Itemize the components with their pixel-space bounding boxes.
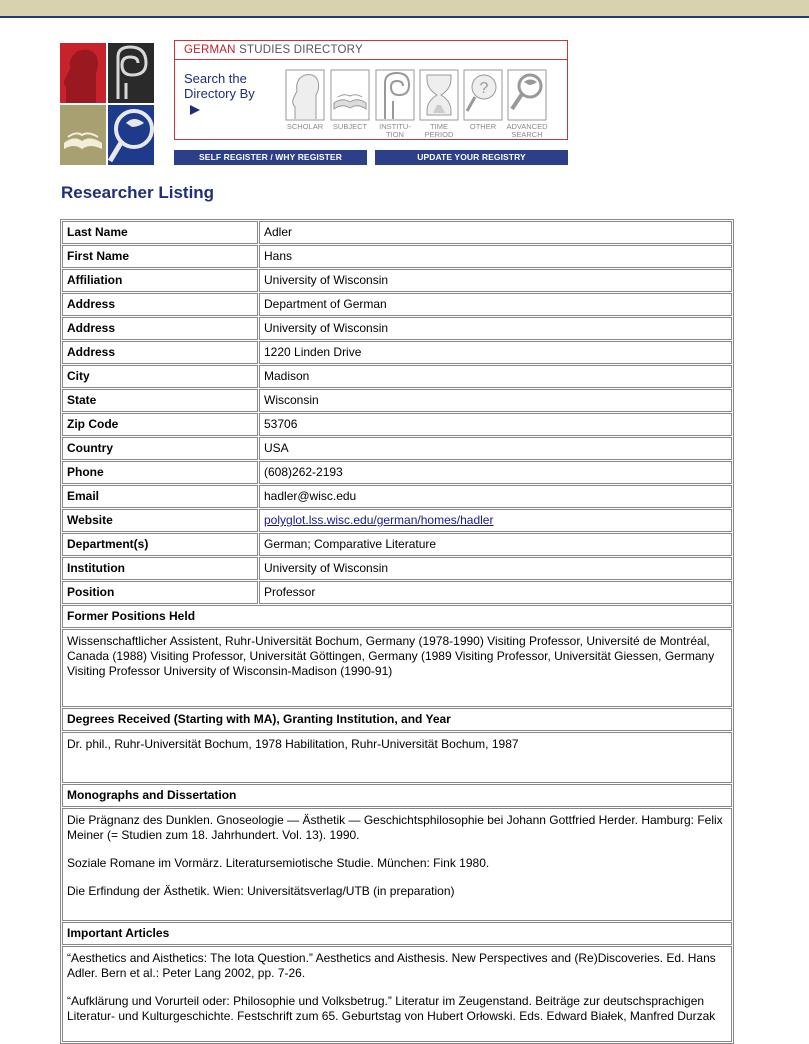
articles-body <box>62 946 732 1042</box>
website-link[interactable]: polyglot.lss.wisc.edu/german/homes/hadler <box>264 513 494 527</box>
table-row <box>62 293 732 316</box>
arrow-right-icon <box>190 105 200 115</box>
monograph-item: Die Prägnanz des Dunklen. Gnoseologie — Ästhetik — Geschichtsphilosophie bei Johann Gottfried Herder. Hamburg: Felix Meiner (= Studien zum 18. Jahrhundert. Vol. 13). 1990. <box>67 813 723 842</box>
table-row <box>62 341 732 364</box>
search-by-time-period[interactable]: TIME PERIOD <box>419 69 459 139</box>
field-value: Adler <box>259 221 732 244</box>
field-label: Country <box>62 437 258 460</box>
section-header-row <box>62 708 732 731</box>
field-label: Website <box>62 509 258 532</box>
gsd-logo[interactable] <box>60 43 154 165</box>
table-row <box>62 485 732 508</box>
table-row <box>62 533 732 556</box>
panel-divider <box>175 59 567 60</box>
magnifier-icon <box>507 69 547 121</box>
field-value: 1220 Linden Drive <box>259 341 732 364</box>
field-label: Zip Code <box>62 413 258 436</box>
section-header-row <box>62 922 732 945</box>
field-label: Position <box>62 581 258 604</box>
monographs-heading: Monographs and Dissertation <box>62 784 732 807</box>
table-row <box>62 461 732 484</box>
search-by-other[interactable]: ? OTHER <box>463 69 503 139</box>
field-value: USA <box>259 437 732 460</box>
field-label: Phone <box>62 461 258 484</box>
table-row <box>62 245 732 268</box>
table-row <box>62 557 732 580</box>
field-label: First Name <box>62 245 258 268</box>
field-value: German; Comparative Literature <box>259 533 732 556</box>
table-row <box>62 317 732 340</box>
table-row <box>62 509 732 532</box>
table-row <box>62 365 732 388</box>
field-value: Madison <box>259 365 732 388</box>
articles-heading: Important Articles <box>62 922 732 945</box>
article-item: “Aufklärung und Vorurteil oder: Philosophie und Volksbetrug.” Literatur im Zeugenstand. Beiträge zur deutschsprachigen Literatur- und Kulturgeschichte. Festschrift zum 65. Geburtstag von Hubert Orłowski. Eds. Edward Białek, Manfred Durzak <box>67 994 716 1023</box>
search-by-subject[interactable]: SUBJECT <box>330 69 370 139</box>
field-label: Affiliation <box>62 269 258 292</box>
field-label: Email <box>62 485 258 508</box>
question-icon <box>463 69 503 121</box>
article-item: “Aesthetics and Aisthetics: The Iota Question.” Aesthetics and Aisthesis. New Perspectives and (Re)Discoveries. Ed. Hans Adler. Bern et al.: Peter Lang 2002, pp. 7-26. <box>67 951 716 980</box>
update-registry-button[interactable]: UPDATE YOUR REGISTRY <box>375 150 568 165</box>
monograph-item: Soziale Romane im Vormärz. Literatursemiotische Studie. München: Fink 1980. <box>67 856 490 870</box>
field-label: Address <box>62 293 258 316</box>
field-label: Institution <box>62 557 258 580</box>
website-cell <box>259 509 732 532</box>
field-label: Address <box>62 341 258 364</box>
scholar-icon <box>285 69 325 121</box>
field-label: Department(s) <box>62 533 258 556</box>
field-value: 53706 <box>259 413 732 436</box>
field-value: University of Wisconsin <box>259 269 732 292</box>
field-label: Address <box>62 317 258 340</box>
degrees-heading: Degrees Received (Starting with MA), Granting Institution, and Year <box>62 708 732 731</box>
table-row <box>62 437 732 460</box>
table-row <box>62 413 732 436</box>
advanced-search[interactable]: ADVANCED SEARCH <box>507 69 547 139</box>
svg-text:?: ? <box>479 80 489 97</box>
section-body-row <box>62 629 732 707</box>
researcher-listing-table <box>60 219 734 1044</box>
search-by-institution[interactable]: INSTITU- TION <box>375 69 415 139</box>
field-label: Last Name <box>62 221 258 244</box>
search-by-label: Search the Directory By <box>184 71 264 116</box>
monograph-item: Die Erfindung der Ästhetik. Wien: Universitätsverlag/UTB (in preparation) <box>67 884 455 898</box>
field-value: Department of German <box>259 293 732 316</box>
field-value: University of Wisconsin <box>259 557 732 580</box>
monographs-body <box>62 808 732 921</box>
field-value: University of Wisconsin <box>259 317 732 340</box>
page-title: Researcher Listing <box>61 183 215 202</box>
table-row <box>62 269 732 292</box>
field-label: City <box>62 365 258 388</box>
degrees-text: Dr. phil., Ruhr-Universität Bochum, 1978 Habilitation, Ruhr-Universität Bochum, 1987 <box>67 737 519 751</box>
section-body-row <box>62 808 732 921</box>
email-value: hadler@wisc.edu <box>259 485 732 508</box>
field-value: (608)262-2193 <box>259 461 732 484</box>
section-body-row <box>62 732 732 783</box>
former-positions-body <box>62 629 732 707</box>
table-row <box>62 389 732 412</box>
field-value: Wisconsin <box>259 389 732 412</box>
directory-title: GERMAN STUDIES DIRECTORY <box>184 44 363 56</box>
section-header-row <box>62 605 732 628</box>
section-header-row <box>62 784 732 807</box>
table-row <box>62 581 732 604</box>
directory-search-panel <box>174 40 568 140</box>
field-value: Hans <box>259 245 732 268</box>
hourglass-icon <box>419 69 459 121</box>
former-positions-heading: Former Positions Held <box>62 605 732 628</box>
self-register-button[interactable]: SELF REGISTER / WHY REGISTER <box>174 150 367 165</box>
top-banner-bar <box>0 0 809 18</box>
former-positions-text: Wissenschaftlicher Assistent, Ruhr-Universität Bochum, Germany (1978-1990) Visiting Professor, Université de Montréal, Canada (1988) Visiting Professor, Universität Göttingen, Germany (1989 Visiting Professor, Universität Giessen, Germany Visiting Professor University of Wisconsin-Madison (1990-91) <box>67 634 715 678</box>
section-body-row <box>62 946 732 1042</box>
field-label: State <box>62 389 258 412</box>
subject-book-icon <box>330 69 370 121</box>
table-row <box>62 221 732 244</box>
institution-spiral-icon <box>375 69 415 121</box>
degrees-body <box>62 732 732 783</box>
search-by-scholar[interactable]: SCHOLAR <box>285 69 325 139</box>
field-value: Professor <box>259 581 732 604</box>
